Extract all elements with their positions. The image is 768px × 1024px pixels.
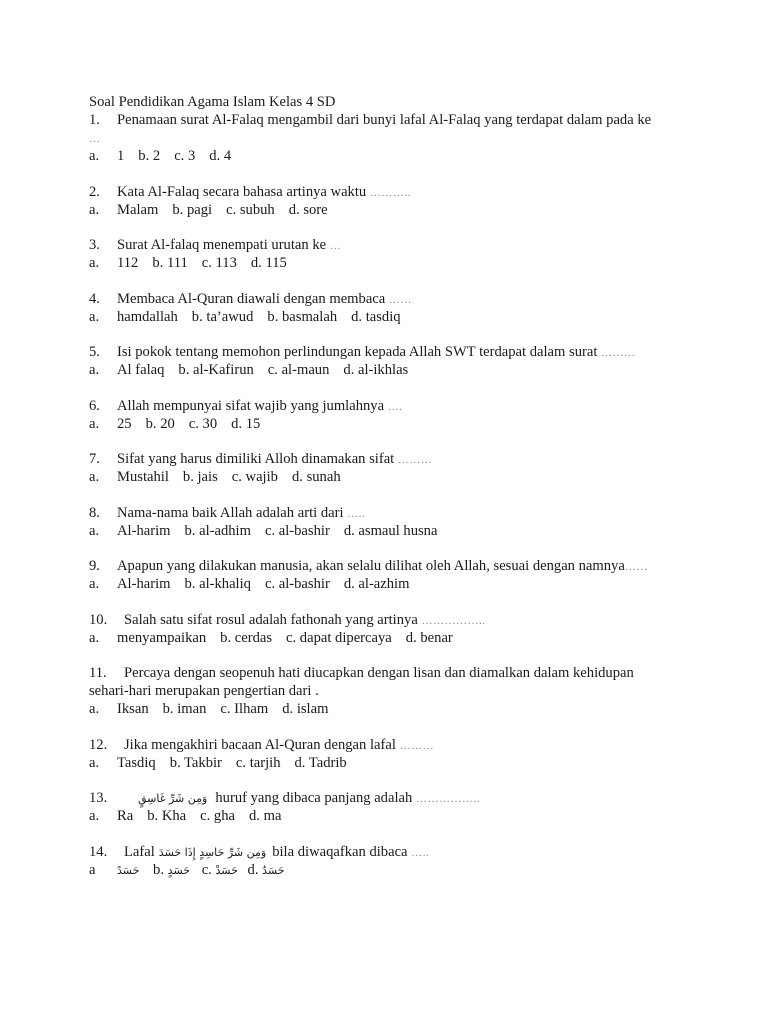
question-dots: ……… (397, 454, 433, 466)
option-d: d. islam (282, 701, 329, 717)
question-continuation (89, 129, 709, 147)
option-letter: a. (89, 629, 100, 646)
option-c: c. wajib (231, 469, 278, 485)
question-text: Allah mempunyai sifat wajib yang jumlahnya (117, 397, 385, 414)
option-letter: a. (89, 201, 100, 218)
option-letter: b. (153, 861, 164, 878)
question-number: 10. (89, 611, 108, 628)
arabic-verse: وَمِن شَرِّ حَاسِدٍ إِذَا حَسَدَ (158, 845, 267, 859)
option-c: c. tarjih (235, 754, 281, 771)
option-b: b. 111 (152, 255, 188, 271)
option-b: b. jais (182, 469, 218, 485)
option-b: b. Kha (147, 808, 187, 824)
option-c: c. al-maun (267, 362, 330, 378)
option-c: c. 113 (201, 255, 237, 271)
question-12 (89, 736, 709, 754)
question-continuation: sehari-hari merupakan pengertian dari . (89, 683, 319, 699)
question-number: 3. (89, 237, 100, 253)
options-9 (89, 575, 709, 593)
option-a: Iksan (117, 701, 149, 717)
question-dots: …………….. (421, 614, 486, 627)
question-number: 1. (89, 112, 100, 128)
option-letter: a. (89, 701, 100, 717)
question-number: 12. (89, 736, 108, 753)
question-dots: …………….. (415, 793, 480, 805)
option-d: d. Tadrib (294, 754, 347, 771)
question-dots: ……… (601, 347, 636, 359)
option-a: 1 (117, 148, 125, 164)
options-4 (89, 308, 709, 326)
option-b: b. al-khaliq (184, 576, 251, 592)
question-13 (89, 789, 709, 807)
option-b: b. Takbir (169, 754, 222, 771)
question-14 (89, 843, 709, 861)
question-dots: … (329, 240, 342, 252)
question-text: Sifat yang harus dimiliki Alloh dinamakan sifat (117, 451, 395, 467)
option-d: d. sore (288, 201, 328, 218)
question-dots: … (89, 133, 101, 145)
question-dots: …. (387, 400, 403, 413)
option-a: 25 (117, 415, 132, 432)
option-letter: a. (89, 415, 100, 432)
question-11 (89, 664, 709, 682)
option-c: c. al-bashir (264, 522, 330, 539)
arabic-verse: وَمِن شَرِّ غَاسِقٍ (138, 792, 208, 805)
options-10 (89, 629, 709, 647)
option-c: c. 3 (174, 148, 196, 164)
options-5 (89, 361, 709, 379)
option-b: حَسَدٍ (167, 863, 191, 877)
option-a: hamdallah (117, 308, 178, 325)
option-d: d. sunah (291, 469, 341, 485)
option-a: Al-harim (117, 522, 171, 539)
question-6 (89, 397, 709, 415)
option-letter: a (89, 861, 96, 878)
options-11 (89, 700, 709, 718)
option-c: c. subuh (226, 201, 275, 218)
option-d: حَسَدُ (262, 863, 285, 877)
question-text: Apapun yang dilakukan manusia, akan selalu dilihat oleh Allah, sesuai dengan namnya (117, 558, 625, 574)
question-3 (89, 236, 709, 254)
option-b: b. pagi (172, 201, 213, 218)
option-d: d. 15 (231, 415, 261, 432)
question-1 (89, 111, 709, 129)
option-letter: a. (89, 522, 100, 539)
question-text: Jika mengakhiri bacaan Al-Quran dengan lafal (124, 736, 396, 753)
option-c: c. gha (200, 808, 235, 824)
option-letter: a. (89, 576, 100, 592)
question-text: bila diwaqafkan dibaca (272, 843, 408, 860)
question-text: Kata Al-Falaq secara bahasa artinya waktu (117, 183, 367, 200)
option-letter: a. (89, 754, 100, 771)
option-a: Tasdiq (117, 754, 156, 771)
question-dots: ….. (347, 507, 366, 520)
options-1 (89, 147, 709, 165)
question-2 (89, 183, 709, 201)
question-text: Membaca Al-Quran diawali dengan membaca (117, 290, 386, 307)
question-text: huruf yang dibaca panjang adalah (215, 790, 413, 806)
question-number: 8. (89, 504, 100, 521)
question-dots: …… (624, 561, 648, 573)
option-c: c. dapat dipercaya (286, 629, 392, 646)
question-dots: ……… (399, 739, 435, 752)
question-text: Surat Al-falaq menempati urutan ke (117, 237, 327, 253)
option-c: c. 30 (188, 415, 218, 432)
option-a: Al-harim (117, 576, 171, 592)
question-7 (89, 450, 709, 468)
option-b: b. al-adhim (184, 522, 251, 539)
option-d: d. 4 (209, 148, 232, 164)
options-8 (89, 522, 709, 540)
option-letter: a. (89, 362, 100, 378)
option-d: d. al-ikhlas (343, 362, 409, 378)
option-b: b. 2 (138, 148, 161, 164)
document-title: Soal Pendidikan Agama Islam Kelas 4 SD (89, 94, 336, 110)
option-a: Ra (117, 808, 134, 824)
option-b: b. al-Kafirun (178, 362, 254, 378)
option-a: Al falaq (117, 362, 165, 378)
question-number: 7. (89, 451, 100, 467)
option-d: d. al-azhim (343, 576, 410, 592)
option-letter: a. (89, 148, 100, 164)
option-d: d. asmaul husna (343, 522, 438, 539)
question-text: Salah satu sifat rosul adalah fathonah yang artinya (124, 611, 418, 628)
option-d: d. 115 (250, 255, 287, 271)
option-d: d. ma (249, 808, 282, 824)
question-text: Percaya dengan seopenuh hati diucapkan dengan lisan dan diamalkan dalam kehidupan (124, 665, 634, 681)
option-letter: a. (89, 469, 100, 485)
question-number: 13. (89, 790, 108, 806)
question-dots: ….. (411, 846, 430, 859)
options-3 (89, 254, 709, 272)
option-letter: d. (247, 861, 259, 878)
question-dots: ……….. (369, 186, 411, 199)
question-text: Nama-nama baik Allah adalah arti dari (117, 504, 344, 521)
option-a: 112 (117, 255, 139, 271)
question-text: Penamaan surat Al-Falaq mengambil dari bunyi lafal Al-Falaq yang terdapat dalam pada ke (117, 112, 652, 128)
option-a: Malam (117, 201, 159, 218)
option-b: b. iman (162, 701, 207, 717)
question-dots: …… (388, 293, 412, 306)
question-prefix: Lafal (124, 843, 155, 860)
options-2 (89, 201, 709, 219)
option-b: b. 20 (145, 415, 175, 432)
option-letter: a. (89, 255, 100, 271)
option-b: b. ta’awud (191, 308, 254, 325)
options-6 (89, 415, 709, 433)
option-a: Mustahil (117, 469, 169, 485)
document-content (89, 93, 709, 879)
question-4 (89, 290, 709, 308)
option-letter: c. (201, 861, 212, 878)
question-number: 6. (89, 397, 100, 414)
question-10 (89, 611, 709, 629)
options-14 (89, 861, 709, 879)
question-number: 4. (89, 290, 100, 307)
question-5 (89, 343, 709, 361)
question-8 (89, 504, 709, 522)
option-c: حَسَدْ (215, 863, 238, 877)
option-a: حَسَدً (117, 863, 140, 877)
options-7 (89, 468, 709, 486)
question-number: 9. (89, 558, 100, 574)
option-c: b. basmalah (267, 308, 338, 325)
option-letter: a. (89, 808, 100, 824)
option-a: menyampaikan (117, 629, 207, 646)
options-12 (89, 754, 709, 772)
question-number: 2. (89, 183, 100, 200)
question-number: 5. (89, 344, 100, 360)
question-9 (89, 557, 709, 575)
question-text: Isi pokok tentang memohon perlindungan kepada Allah SWT terdapat dalam surat (117, 344, 598, 360)
option-d: d. benar (405, 629, 453, 646)
question-number: 11. (89, 665, 107, 681)
option-c: c. al-bashir (264, 576, 330, 592)
option-b: b. cerdas (220, 629, 273, 646)
question-number: 14. (89, 843, 108, 860)
option-d: d. tasdiq (351, 308, 401, 325)
option-c: c. Ilham (220, 701, 269, 717)
option-letter: a. (89, 308, 100, 325)
options-13 (89, 807, 709, 825)
